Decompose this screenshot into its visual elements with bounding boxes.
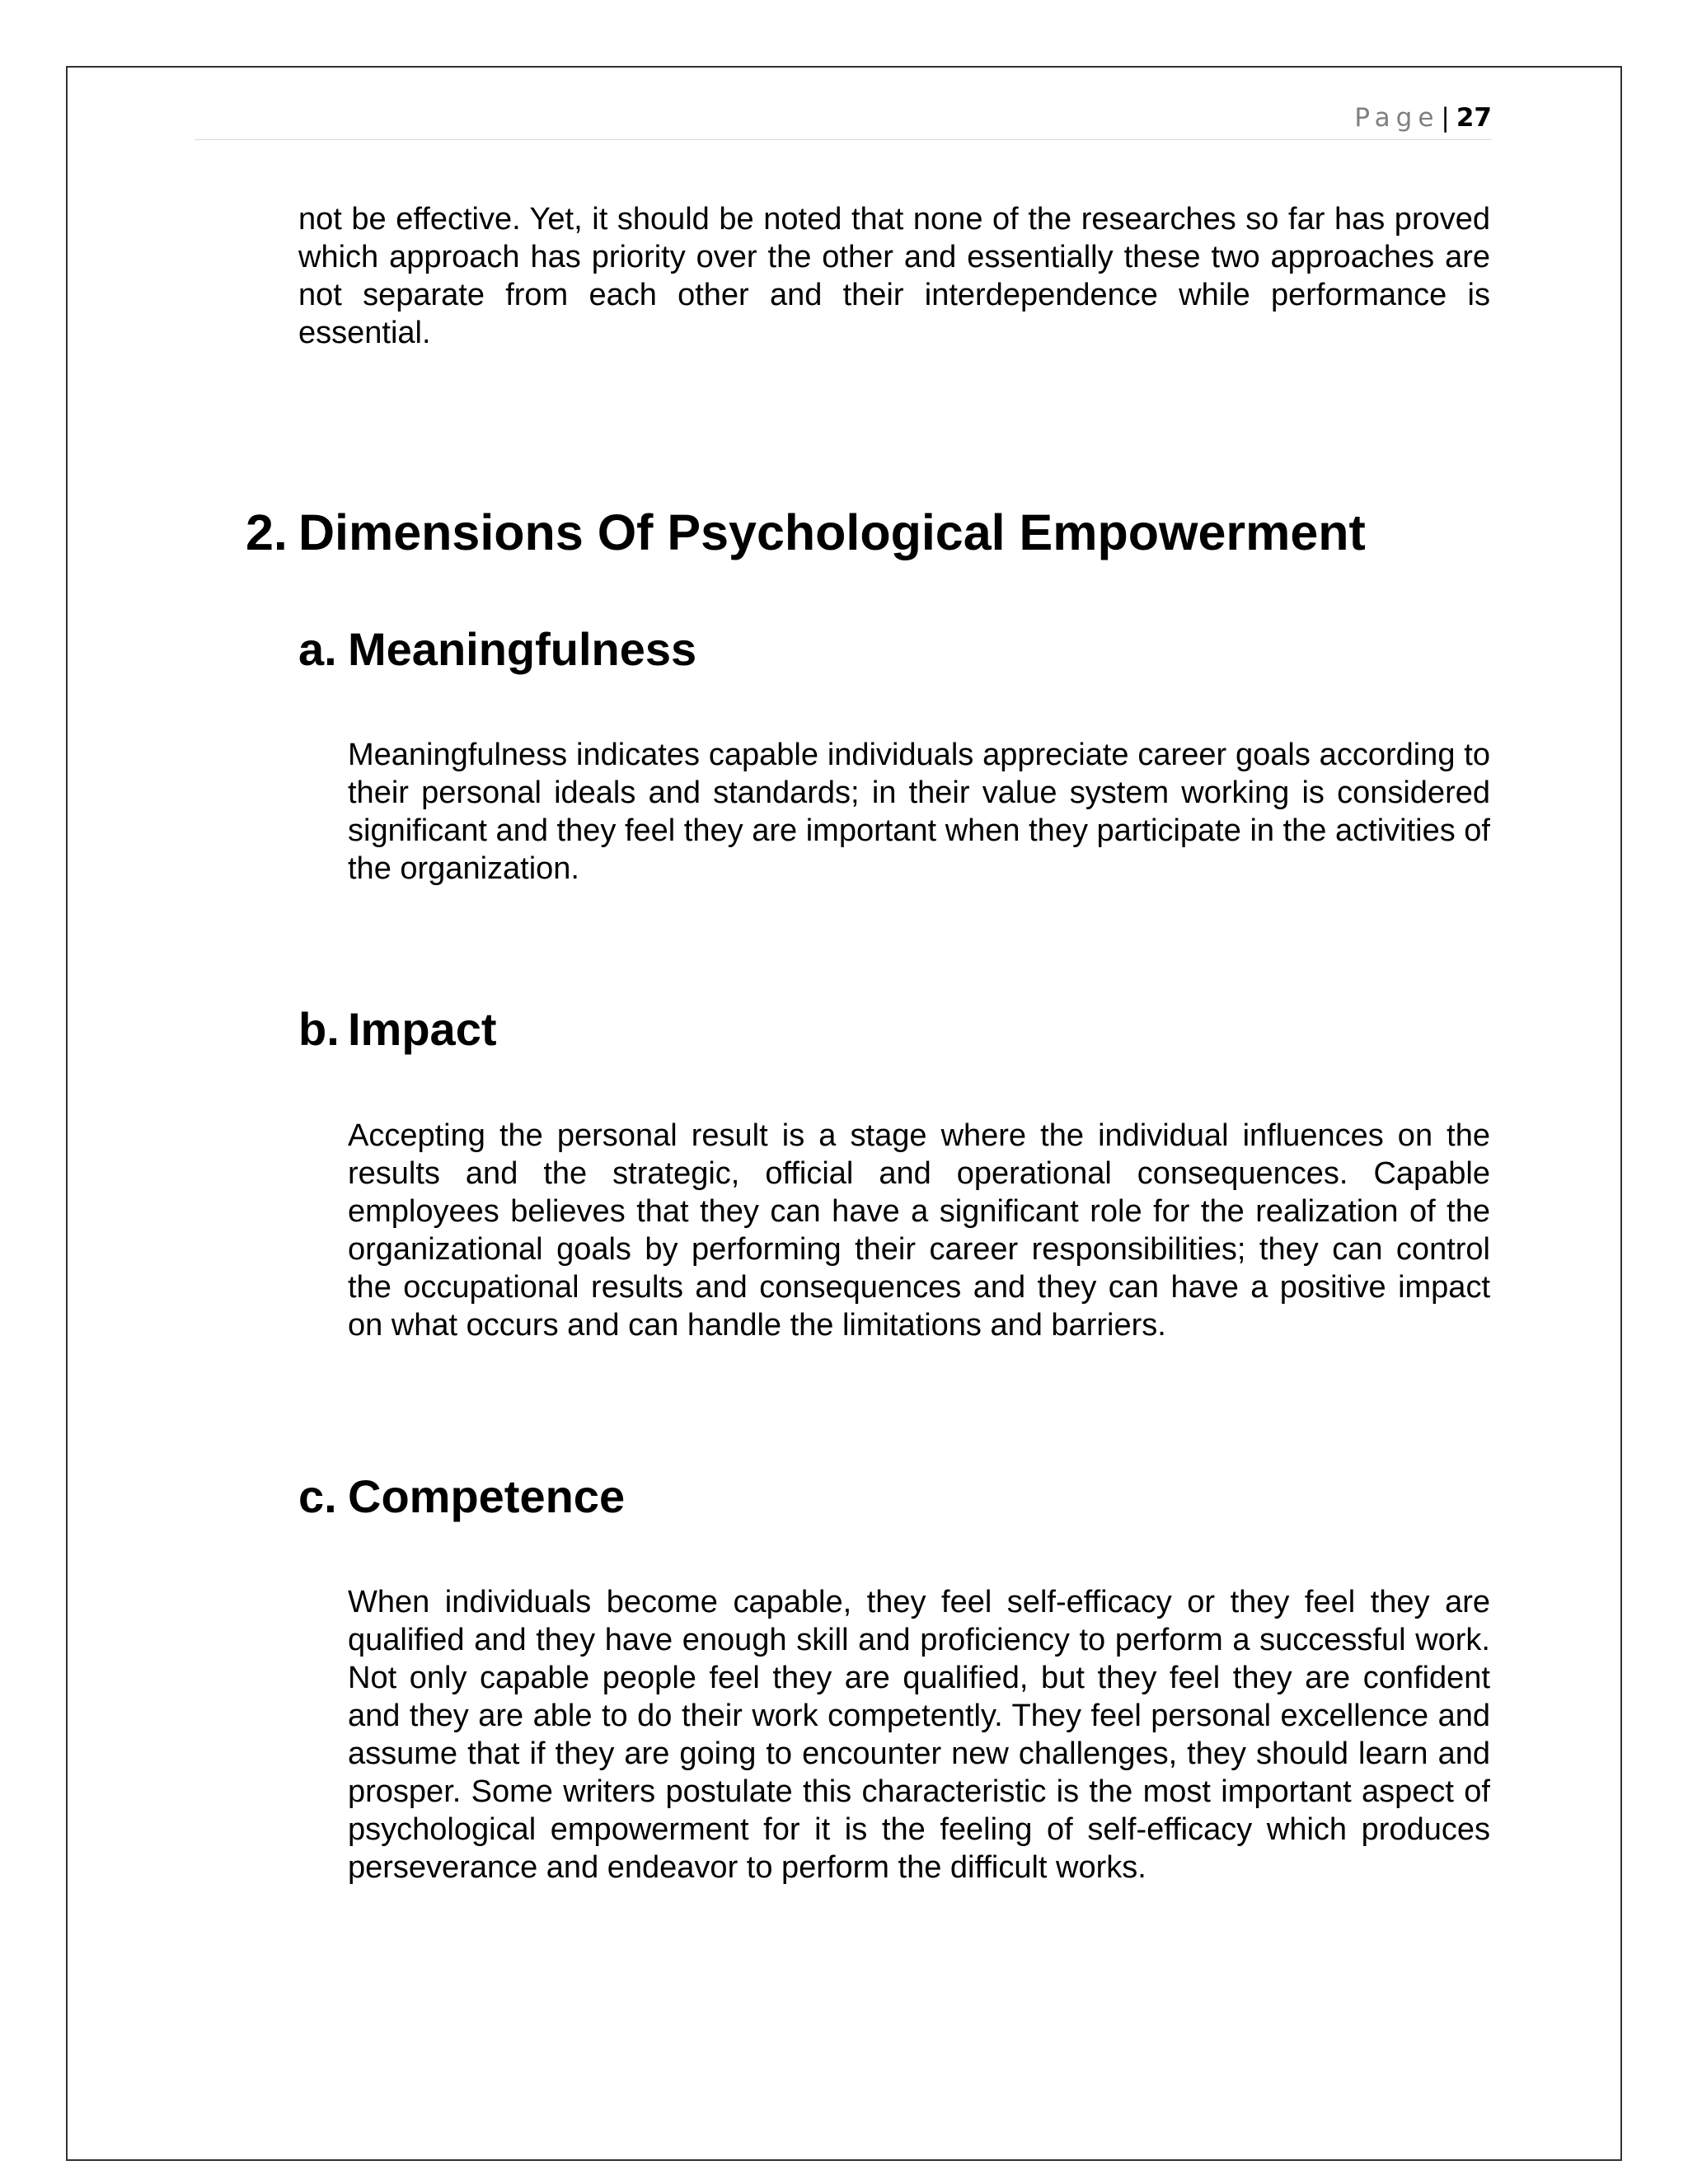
- intro-paragraph: not be effective. Yet, it should be noted that none of the researches so far has proved which approach has priority over the other and essentially these two approaches are not separate from each other and their interdependence while performance is essential.: [298, 202, 1490, 350]
- subsection-title: Meaningfulness: [348, 623, 697, 675]
- page-header: [195, 97, 1492, 140]
- paragraph-meaningfulness: Meaningfulness indicates capable individuals appreciate career goals according to their personal ideals and standards; in their value system working is considered significant and they feel they are important when they participate in the activities of the organization.: [348, 738, 1490, 886]
- page-number: 27: [1456, 103, 1492, 133]
- section-heading: [246, 499, 1366, 565]
- subsection-heading-impact: [298, 1000, 497, 1059]
- subsection-heading-competence: [298, 1467, 625, 1526]
- page-label: Page: [1354, 103, 1440, 133]
- subsection-title: Competence: [348, 1470, 626, 1522]
- subsection-heading-meaningfulness: [298, 620, 696, 679]
- page-separator: |: [1441, 103, 1450, 133]
- subsection-marker: b.: [298, 1003, 340, 1055]
- subsection-title: Impact: [348, 1003, 497, 1055]
- paragraph-competence: When individuals become capable, they feel self-efficacy or they feel they are qualified and they have enough skill and proficiency to perform a successful work. Not only capable people feel they are qualified, but they feel they are confident and they are able to do their work competently. They feel personal excellence and assume that if they are going to encounter new challenges, they should learn and prosper. Some writers postulate this characteristic is the most important aspect of psychological empowerment for it is the feeling of self-efficacy which produces perseverance and endeavor to perform the difficult works.: [348, 1585, 1490, 1885]
- subsection-marker: c.: [298, 1470, 337, 1522]
- paragraph-impact: Accepting the personal result is a stage where the individual influences on the results and the strategic, official and operational consequences. Capable employees believes that they can have a significant role for the realization of the organizational goals by performing their career responsibilities; they can control the occupational results and consequences and they can have a positive impact on what occurs and can handle the limitations and barriers.: [348, 1118, 1490, 1343]
- section-number: 2.: [246, 504, 288, 560]
- subsection-marker: a.: [298, 623, 337, 675]
- section-title: Dimensions Of Psychological Empowerment: [298, 504, 1366, 560]
